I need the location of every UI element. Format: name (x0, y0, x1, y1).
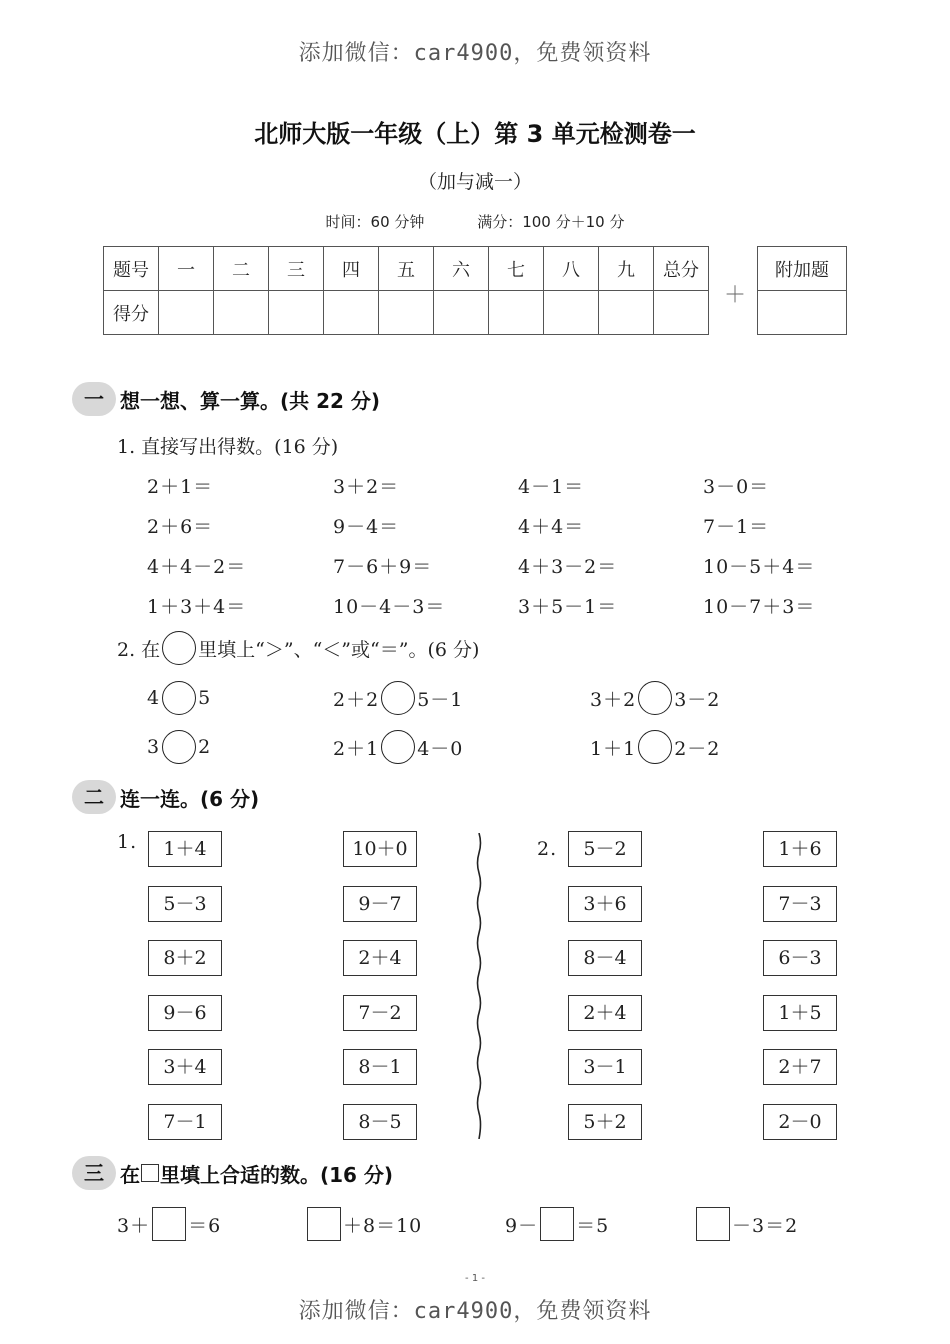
calc-item: 3－0＝ (703, 476, 770, 498)
header-cell: 七 (489, 247, 544, 291)
calc-item: 7－1＝ (703, 516, 770, 538)
answer-box[interactable] (696, 1207, 730, 1241)
match-box[interactable]: 3－1 (568, 1049, 642, 1085)
section-title: 想一想、算一算。(共 22 分) (120, 388, 381, 413)
score-cell (379, 291, 434, 335)
compare-item (147, 681, 211, 715)
score-cell (214, 291, 269, 335)
fill-suffix: ＝5 (576, 1214, 610, 1237)
section-number: 二 (72, 780, 116, 814)
match-box[interactable]: 10＋0 (343, 831, 417, 867)
compare-right: 4－0 (417, 737, 464, 760)
fill-item (117, 1207, 221, 1241)
header-cell: 六 (434, 247, 489, 291)
match-box[interactable]: 3＋4 (148, 1049, 222, 1085)
compare-item (147, 730, 211, 764)
section-title: 连一连。(6 分) (120, 786, 260, 811)
section-2-heading (72, 780, 259, 814)
score-cell (159, 291, 214, 335)
score-cell (269, 291, 324, 335)
answer-circle[interactable] (162, 730, 196, 764)
answer-circle[interactable] (638, 730, 672, 764)
section-number: 一 (72, 382, 116, 416)
compare-right: 5－1 (417, 688, 464, 711)
fill-prefix: 9－ (505, 1214, 539, 1237)
calc-item: 1＋3＋4＝ (147, 596, 247, 618)
section-3-heading (72, 1156, 393, 1190)
calc-item: 10－5＋4＝ (703, 556, 816, 578)
match-box[interactable]: 8＋2 (148, 940, 222, 976)
compare-left: 2＋2 (333, 688, 380, 711)
compare-left: 4 (147, 687, 161, 709)
q2-label-pre: 2. 在 (117, 638, 161, 661)
page-subtitle: （加与减一） (417, 171, 532, 193)
score-cell (599, 291, 654, 335)
compare-item (333, 730, 463, 764)
answer-circle[interactable] (381, 681, 415, 715)
match-box[interactable]: 5－3 (148, 886, 222, 922)
page-number: - 1 - (465, 1273, 485, 1284)
score-cell (489, 291, 544, 335)
calc-item: 4＋4－2＝ (147, 556, 247, 578)
score-cell (544, 291, 599, 335)
compare-item (590, 730, 720, 764)
match-box[interactable]: 1＋5 (763, 995, 837, 1031)
match-box[interactable]: 7－3 (763, 886, 837, 922)
match-box[interactable]: 5＋2 (568, 1104, 642, 1140)
extra-header: 附加题 (758, 247, 847, 291)
match-box[interactable]: 6－3 (763, 940, 837, 976)
watermark-top: 添加微信：car4900，免费领资料 (298, 41, 652, 66)
answer-circle[interactable] (162, 681, 196, 715)
extra-score-cell (758, 291, 847, 335)
exam-meta (0, 211, 950, 232)
q2-label-post: 里填上“＞”、“＜”或“＝”。(6 分) (198, 638, 480, 661)
compare-right: 2 (198, 736, 212, 758)
match-box[interactable]: 7－2 (343, 995, 417, 1031)
compare-right: 2－2 (674, 737, 721, 760)
time-limit: 时间：60 分钟 (325, 213, 425, 231)
score-table (103, 246, 709, 335)
compare-left: 3＋2 (590, 688, 637, 711)
fill-prefix: 3＋ (117, 1214, 151, 1237)
q2-label (117, 631, 479, 665)
match-box[interactable]: 2－0 (763, 1104, 837, 1140)
score-cell (434, 291, 489, 335)
fill-suffix: －3＝2 (732, 1214, 799, 1237)
score-table-row (104, 291, 709, 335)
calc-item: 2＋1＝ (147, 476, 214, 498)
compare-left: 3 (147, 736, 161, 758)
extra-score-table (757, 246, 847, 335)
fill-suffix: ＝6 (188, 1214, 222, 1237)
group-2-label: 2. (537, 838, 558, 860)
fill-item (694, 1207, 798, 1241)
header-cell: 九 (599, 247, 654, 291)
calc-item: 4－1＝ (518, 476, 585, 498)
match-box[interactable]: 1＋4 (148, 831, 222, 867)
calc-item: 4＋4＝ (518, 516, 585, 538)
fill-suffix: ＋8＝10 (343, 1214, 423, 1237)
answer-circle[interactable] (381, 730, 415, 764)
match-box[interactable]: 5－2 (568, 831, 642, 867)
match-box[interactable]: 2＋4 (568, 995, 642, 1031)
score-table-header (104, 247, 709, 291)
match-box[interactable]: 8－5 (343, 1104, 417, 1140)
section-title-post: 里填上合适的数。(16 分) (160, 1162, 394, 1187)
compare-right: 3－2 (674, 688, 721, 711)
calc-item: 4＋3－2＝ (518, 556, 618, 578)
fill-item (305, 1207, 422, 1241)
compare-left: 2＋1 (333, 737, 380, 760)
page-title: 北师大版一年级（上）第 3 单元检测卷一 (254, 120, 696, 148)
calc-item: 7－6＋9＝ (333, 556, 433, 578)
header-cell: 题号 (104, 247, 159, 291)
calc-item: 3＋2＝ (333, 476, 400, 498)
section-title-pre: 在 (120, 1162, 140, 1187)
calc-item: 10－4－3＝ (333, 596, 446, 618)
score-cell (654, 291, 709, 335)
match-box[interactable]: 7－1 (148, 1104, 222, 1140)
full-score: 满分：100 分＋10 分 (477, 213, 625, 231)
compare-item (590, 681, 720, 715)
calc-item: 3＋5－1＝ (518, 596, 618, 618)
header-cell: 二 (214, 247, 269, 291)
header-cell: 总分 (654, 247, 709, 291)
section-1-heading (72, 382, 380, 416)
answer-box[interactable] (152, 1207, 186, 1241)
match-box[interactable]: 3＋6 (568, 886, 642, 922)
answer-box[interactable] (540, 1207, 574, 1241)
group-1-label: 1. (117, 831, 138, 853)
calc-item: 2＋6＝ (147, 516, 214, 538)
answer-box[interactable] (307, 1207, 341, 1241)
section-number: 三 (72, 1156, 116, 1190)
match-box[interactable]: 9－6 (148, 995, 222, 1031)
match-box[interactable]: 8－1 (343, 1049, 417, 1085)
row-label: 得分 (104, 291, 159, 335)
answer-circle[interactable] (638, 681, 672, 715)
plus-sign: ＋ (724, 283, 747, 308)
fill-item (505, 1207, 609, 1241)
compare-right: 5 (198, 687, 212, 709)
score-cell (324, 291, 379, 335)
divider-line (476, 833, 482, 1139)
circle-icon (162, 631, 196, 665)
match-box[interactable]: 2＋7 (763, 1049, 837, 1085)
header-cell: 八 (544, 247, 599, 291)
header-cell: 四 (324, 247, 379, 291)
q1-label: 1. 直接写出得数。(16 分) (117, 436, 339, 458)
match-box[interactable]: 1＋6 (763, 831, 837, 867)
compare-left: 1＋1 (590, 737, 637, 760)
match-box[interactable]: 9－7 (343, 886, 417, 922)
header-cell: 一 (159, 247, 214, 291)
header-cell: 五 (379, 247, 434, 291)
compare-item (333, 681, 463, 715)
header-cell: 三 (269, 247, 324, 291)
square-icon (141, 1164, 159, 1182)
calc-item: 10－7＋3＝ (703, 596, 816, 618)
match-box[interactable]: 8－4 (568, 940, 642, 976)
watermark-bottom: 添加微信：car4900，免费领资料 (298, 1299, 652, 1324)
calc-item: 9－4＝ (333, 516, 400, 538)
match-box[interactable]: 2＋4 (343, 940, 417, 976)
